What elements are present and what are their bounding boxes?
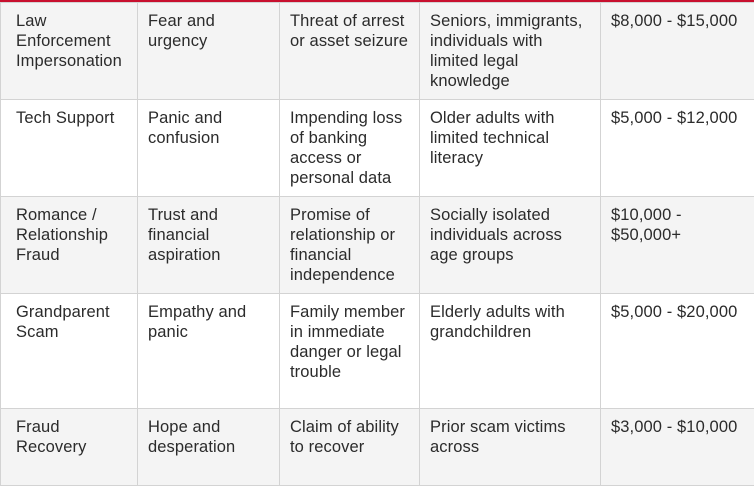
typical-loss-cell: $5,000 - $12,000 [601, 100, 754, 197]
typical-loss-cell: $8,000 - $15,000 [601, 3, 754, 100]
primary-hook-cell: Family member in immediate danger or legal trouble [280, 294, 420, 409]
scam-type-cell: Fraud Recovery [1, 409, 138, 486]
emotional-lever-cell: Hope and desperation [138, 409, 280, 486]
primary-hook-cell: Threat of arrest or asset seizure [280, 3, 420, 100]
target-population-cell: Elderly adults with grandchildren [420, 294, 601, 409]
primary-hook-cell: Promise of relationship or financial independence [280, 197, 420, 294]
scam-type-cell: Romance / Relationship Fraud [1, 197, 138, 294]
table-row [1, 294, 754, 409]
scam-type-cell: Grandparent Scam [1, 294, 138, 409]
typical-loss-cell: $5,000 - $20,000 [601, 294, 754, 409]
primary-hook-cell: Claim of ability to recover [280, 409, 420, 486]
target-population-cell: Socially isolated individuals across age groups [420, 197, 601, 294]
target-population-cell: Older adults with limited technical literacy [420, 100, 601, 197]
emotional-lever-cell: Fear and urgency [138, 3, 280, 100]
scam-comparison-table-container [0, 2, 754, 486]
table-row [1, 197, 754, 294]
scam-comparison-table [0, 2, 754, 486]
emotional-lever-cell: Trust and financial aspiration [138, 197, 280, 294]
emotional-lever-cell: Empathy and panic [138, 294, 280, 409]
table-row [1, 409, 754, 486]
emotional-lever-cell: Panic and confusion [138, 100, 280, 197]
target-population-cell: Seniors, immigrants, individuals with limited legal knowledge [420, 3, 601, 100]
table-row [1, 3, 754, 100]
target-population-cell: Prior scam victims across [420, 409, 601, 486]
typical-loss-cell: $3,000 - $10,000 [601, 409, 754, 486]
primary-hook-cell: Impending loss of banking access or personal data [280, 100, 420, 197]
table-row [1, 100, 754, 197]
scam-type-cell: Tech Support [1, 100, 138, 197]
scam-type-cell: Law Enforcement Impersonation [1, 3, 138, 100]
typical-loss-cell: $10,000 - $50,000+ [601, 197, 754, 294]
